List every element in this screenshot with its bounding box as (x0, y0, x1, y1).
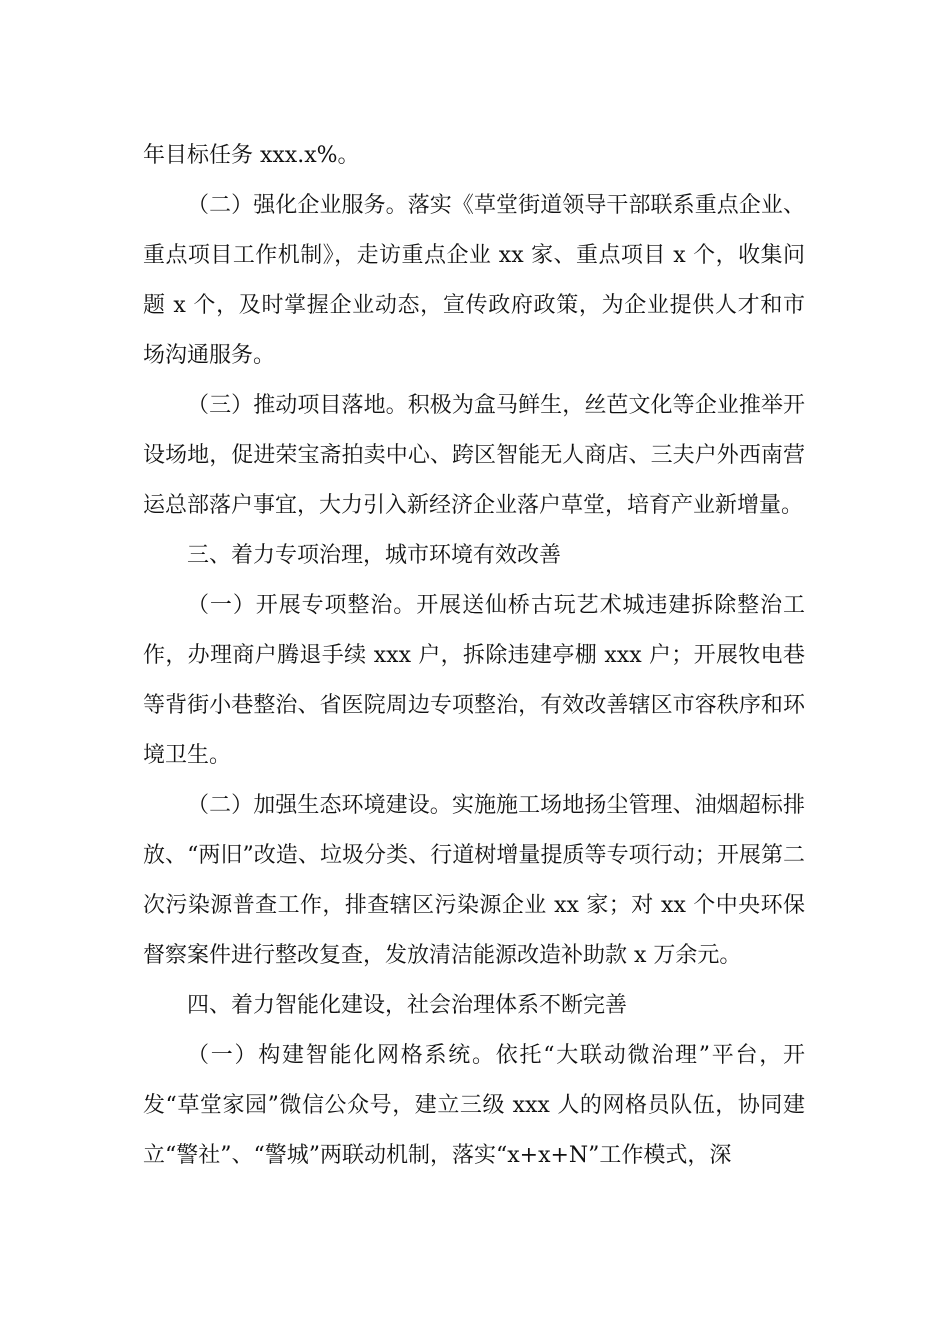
paragraph-continuation: 年目标任务 xxx.x%。 (143, 143, 360, 168)
section-heading-4: 四、着力智能化建设，社会治理体系不断完善 (187, 993, 628, 1018)
document-body (143, 131, 805, 1181)
paragraph-smart-grid: （一）构建智能化网格系统。依托“大联动微治理”平台，开发“草堂家园”微信公众号，建立三级 xxx 人的网格员队伍，协同建立“警社”、“警城”两联动机制，落实“x+x+N”工作模式，深 (143, 1043, 805, 1168)
paragraph-special-rectification: （一）开展专项整治。开展送仙桥古玩艺术城违建拆除整治工作，办理商户腾退手续 xxx 户，拆除违建亭棚 xxx 户；开展牧电巷等背街小巷整治、省医院周边专项整治，有效改善辖区市容秩序和环境卫生。 (143, 593, 805, 768)
paragraph-ecological-environment: （二）加强生态环境建设。实施施工场地扬尘管理、油烟超标排放、“两旧”改造、垃圾分类、行道树增量提质等专项行动；开展第二次污染源普查工作，排查辖区污染源企业 xx 家；对 xx 个中央环保督察案件进行整改复查，发放清洁能源改造补助款 x 万余元。 (143, 793, 805, 968)
section-heading-3: 三、着力专项治理，城市环境有效改善 (187, 543, 562, 568)
paragraph-enterprise-service: （二）强化企业服务。落实《草堂街道领导干部联系重点企业、重点项目工作机制》，走访重点企业 xx 家、重点项目 x 个，收集问题 x 个，及时掌握企业动态，宣传政府政策，为企业提供人才和市场沟通服务。 (143, 193, 805, 368)
paragraph-project-landing: （三）推动项目落地。积极为盒马鲜生，丝芭文化等企业推举开设场地，促进荣宝斋拍卖中心、跨区智能无人商店、三夫户外西南营运总部落户事宜，大力引入新经济企业落户草堂，培育产业新增量。 (143, 393, 805, 518)
